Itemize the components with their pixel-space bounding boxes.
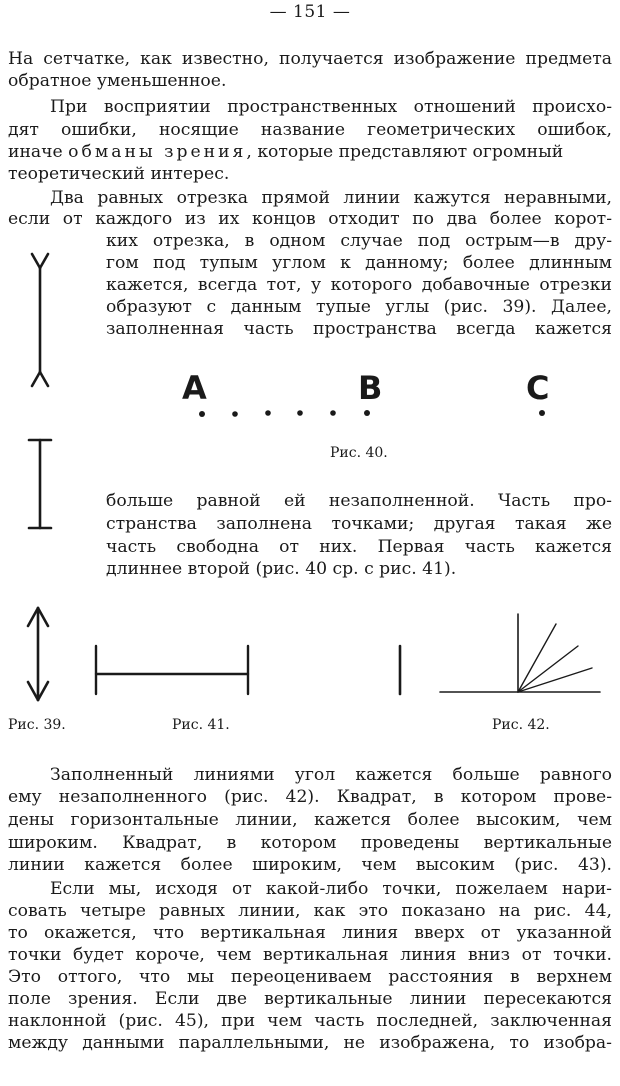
text-line: Если мы, исходя от какой-либо точки, пожелаем нари- <box>50 879 612 899</box>
text-line: кажется, всегда тот, у которого добавочные отрезки <box>106 275 612 295</box>
text-line: широким. Квадрат, в котором проведены вертикальные <box>8 833 612 853</box>
text-line: образуют с данным тупые углы (рис. 39). Далее, <box>106 297 612 317</box>
text-fragment: иначе <box>8 142 63 162</box>
text-fragment: , которые представляют огромный <box>246 142 564 162</box>
text-line: ему незаполненного (рис. 42). Квадрат, в котором прове- <box>8 787 612 807</box>
figure-40-label-a: A <box>182 369 207 407</box>
text-line: если от каждого из их концов отходит по два более корот- <box>8 209 612 229</box>
figure-41-caption: Рис. 41. <box>172 717 230 733</box>
text-line: обратное уменьшенное. <box>8 71 227 91</box>
text-line: Два равных отрезка прямой линии кажутся неравными, <box>50 188 612 208</box>
text-line: На сетчатке, как известно, получается изображение предмета <box>8 49 612 69</box>
text-line: ких отрезка, в одном случае под острым—в дру- <box>106 231 612 251</box>
emphasized-term: обманы зрения <box>68 142 247 162</box>
text-line: странства заполнена точками; другая такая же <box>106 514 612 534</box>
text-line: заполненная часть пространства всегда кажется <box>106 319 612 339</box>
figure-42-caption: Рис. 42. <box>492 717 550 733</box>
figure-40-label-c: C <box>526 369 550 407</box>
figure-40-caption: Рис. 40. <box>330 445 388 461</box>
text-line: Заполненный линиями угол кажется больше равного <box>50 765 612 785</box>
text-line: больше равной ей незаполненной. Часть про- <box>106 491 612 511</box>
text-line: точки будет короче, чем вертикальная линия вниз от точки. <box>8 945 612 965</box>
text-line: то окажется, что вертикальная линия вверх от указанной <box>8 923 612 943</box>
text-line: длиннее второй (рис. 40 ср. с рис. 41). <box>106 559 457 579</box>
text-line: дены горизонтальные линии, кажется более высоким, чем <box>8 810 612 830</box>
figure-39-caption: Рис. 39. <box>8 717 66 733</box>
text-line: поле зрения. Если две вертикальные линии пересекаются <box>8 989 612 1009</box>
figure-40-label-b: B <box>358 369 383 407</box>
text-line: совать четыре равных линии, как это показано на рис. 44, <box>8 901 612 921</box>
text-line: Это оттого, что мы переоцениваем расстояния в верхнем <box>8 967 612 987</box>
text-line: гом под тупым углом к данному; более длинным <box>106 253 612 273</box>
text-line: При восприятии пространственных отношений происхо- <box>50 97 612 117</box>
text-line: теоретический интерес. <box>8 164 230 184</box>
text-line: наклонной (рис. 45), при чем часть последней, заключенная <box>8 1011 612 1031</box>
page-number: — 151 — <box>269 2 351 22</box>
text-line: часть свободна от них. Первая часть кажется <box>106 537 612 557</box>
text-line: между данными параллельными, не изображена, то изобра- <box>8 1033 612 1053</box>
text-line: дят ошибки, носящие название геометрических ошибок, <box>8 120 612 140</box>
text-line: линии кажется более широким, чем высоким (рис. 43). <box>8 855 612 875</box>
